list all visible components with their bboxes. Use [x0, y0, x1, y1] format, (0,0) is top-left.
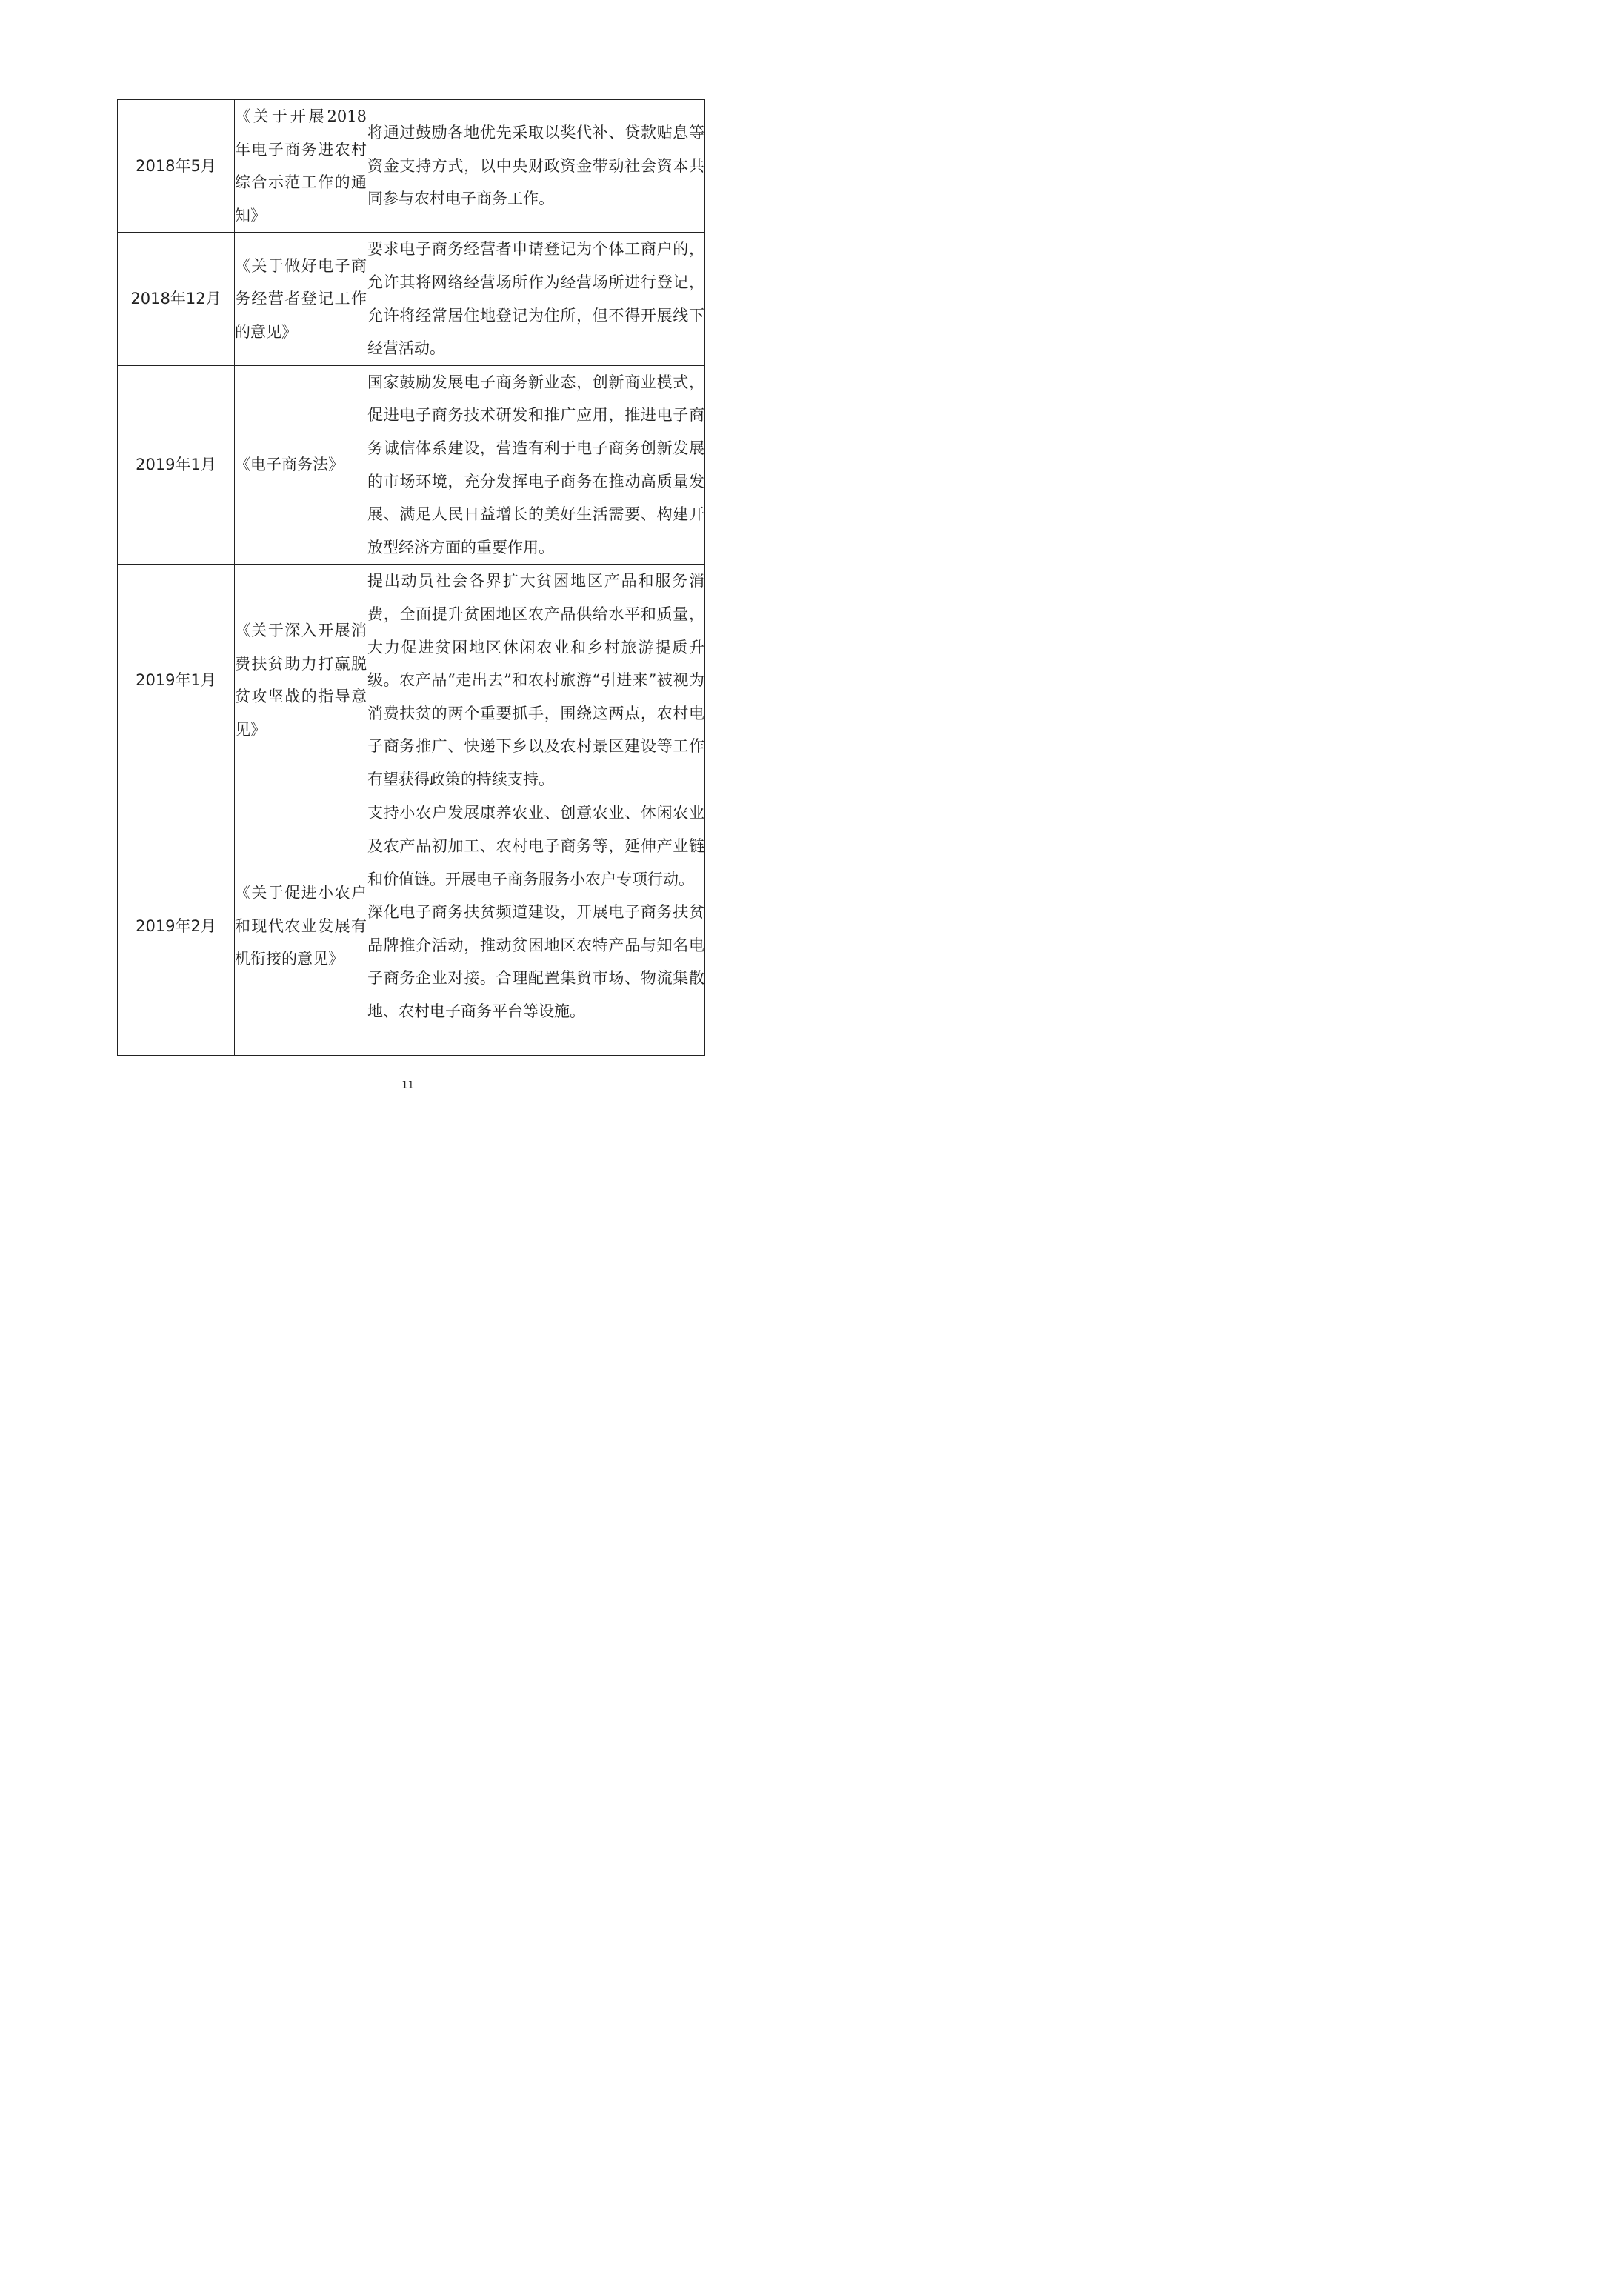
page-number: 11	[401, 1080, 414, 1091]
description-cell	[367, 100, 705, 233]
table-row	[118, 233, 705, 365]
date-cell: 2019年1月	[118, 565, 235, 796]
description-paragraph: 深化电子商务扶贫频道建设，开展电子商务扶贫品牌推介活动，推动贫困地区农特产品与知名电子商务企业对接。合理配置集贸市场、物流集散地、农村电子商务平台等设施。	[367, 903, 704, 1021]
policy-title-cell: 《电子商务法》	[235, 365, 367, 565]
document-page	[0, 0, 816, 1154]
description-cell	[367, 565, 705, 796]
date-cell: 2019年1月	[118, 365, 235, 565]
description-cell	[367, 365, 705, 565]
date-cell: 2018年12月	[118, 233, 235, 365]
date-cell: 2019年2月	[118, 796, 235, 1056]
description-cell	[367, 796, 705, 1056]
description-paragraph: 要求电子商务经营者申请登记为个体工商户的，允许其将网络经营场所作为经营场所进行登记，允许将经常居住地登记为住所，但不得开展线下经营活动。	[367, 240, 704, 358]
policy-title-cell: 《关于开展2018年电子商务进农村综合示范工作的通知》	[235, 100, 367, 233]
table-row	[118, 100, 705, 233]
table-row	[118, 565, 705, 796]
policy-title-cell: 《关于深入开展消费扶贫助力打赢脱贫攻坚战的指导意见》	[235, 565, 367, 796]
policy-title-cell: 《关于促进小农户和现代农业发展有机衔接的意见》	[235, 796, 367, 1056]
description-cell	[367, 233, 705, 365]
table-row	[118, 796, 705, 1056]
description-paragraph: 将通过鼓励各地优先采取以奖代补、贷款贴息等资金支持方式，以中央财政资金带动社会资本共同参与农村电子商务工作。	[367, 124, 704, 208]
policy-table	[117, 99, 705, 1056]
date-cell: 2018年5月	[118, 100, 235, 233]
table-row	[118, 365, 705, 565]
policy-title-cell: 《关于做好电子商务经营者登记工作的意见》	[235, 233, 367, 365]
description-paragraph: 国家鼓励发展电子商务新业态，创新商业模式，促进电子商务技术研发和推广应用，推进电子商务诚信体系建设，营造有利于电子商务创新发展的市场环境，充分发挥电子商务在推动高质量发展、满足人民日益增长的美好生活需要、构建开放型经济方面的重要作用。	[367, 373, 704, 556]
description-paragraph: 支持小农户发展康养农业、创意农业、休闲农业及农产品初加工、农村电子商务等，延伸产业链和价值链。开展电子商务服务小农户专项行动。	[367, 804, 704, 888]
description-paragraph: 提出动员社会各界扩大贫困地区产品和服务消费，全面提升贫困地区农产品供给水平和质量，大力促进贫困地区休闲农业和乡村旅游提质升级。农产品“走出去”和农村旅游“引进来”被视为消费扶贫的两个重要抓手，围绕这两点，农村电子商务推广、快递下乡以及农村景区建设等工作有望获得政策的持续支持。	[367, 572, 704, 788]
